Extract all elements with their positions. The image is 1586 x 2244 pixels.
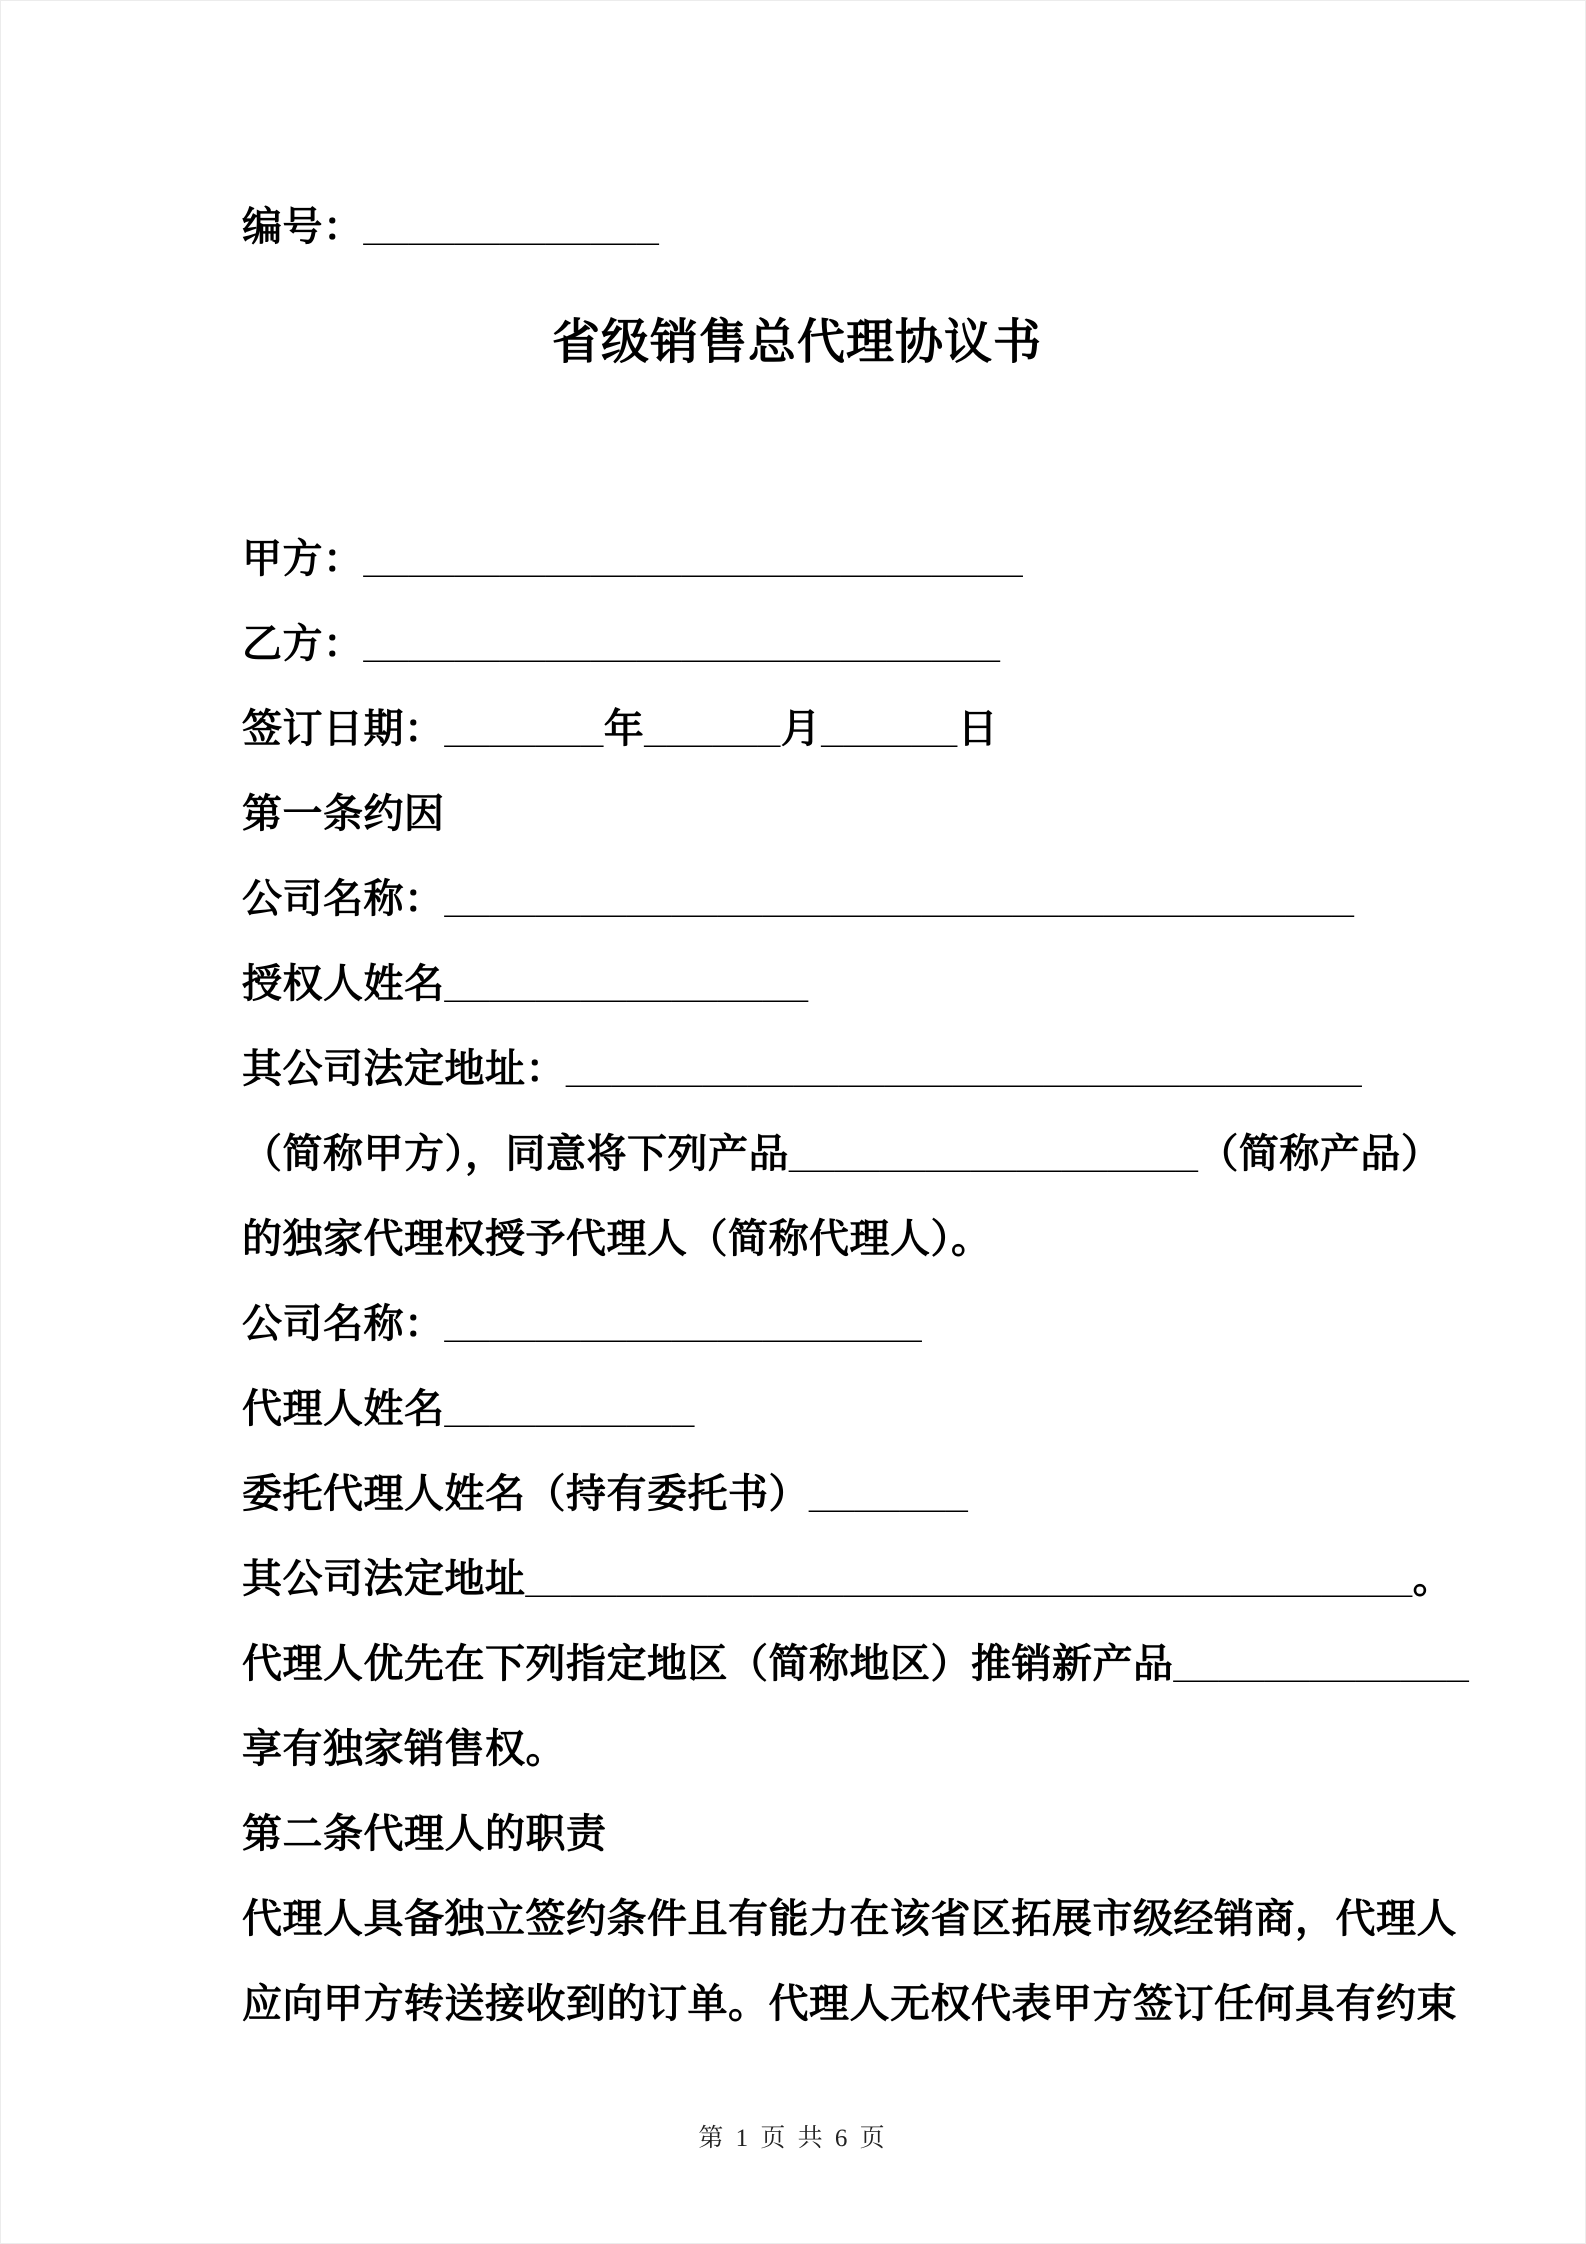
footer-page-indicator: 第 1 页 共 6 页 [698,2125,888,2152]
document-content [242,185,1470,2047]
line-party-a: 甲方：_____________________________ [242,537,1024,581]
line-company-name-1: 公司名称：________________________________________ [242,877,1355,921]
line-authorized-person: 授权人姓名________________ [242,962,809,1006]
line-agent-name: 代理人姓名___________ [242,1387,695,1431]
heading-article-1: 第一条约因 [242,792,445,836]
line-entrusted-agent: 委托代理人姓名（持有委托书）_______ [242,1472,969,1516]
line-company-address-1: 其公司法定地址：___________________________________ [242,1047,1363,1091]
paragraph-agent-duty-2: 应向甲方转送接收到的订单。代理人无权代表甲方签订任何具有约束 [242,1982,1457,2026]
line-sales-region: 代理人优先在下列指定地区（简称地区）推销新产品_____________ [242,1642,1470,1686]
serial-number-line: 编号：_____________ [242,205,660,249]
line-company-address-2: 其公司法定地址_______________________________________。 [242,1557,1454,1601]
line-party-b: 乙方：____________________________ [242,622,1001,666]
heading-article-2: 第二条代理人的职责 [242,1812,607,1856]
line-agency-grant: 的独家代理权授予代理人（简称代理人）。 [242,1217,992,1261]
line-exclusive-right: 享有独家销售权。 [242,1727,566,1771]
line-product-clause: （简称甲方），同意将下列产品__________________（简称产品） [242,1132,1442,1176]
document-title: 省级销售总代理协议书 [551,316,1042,369]
line-company-name-2: 公司名称：_____________________ [242,1302,923,1346]
paragraph-agent-duty-1: 代理人具备独立签约条件且有能力在该省区拓展市级经销商，代理人 [242,1897,1457,1941]
line-sign-date: 签订日期：_______年______月______日 [242,707,999,751]
